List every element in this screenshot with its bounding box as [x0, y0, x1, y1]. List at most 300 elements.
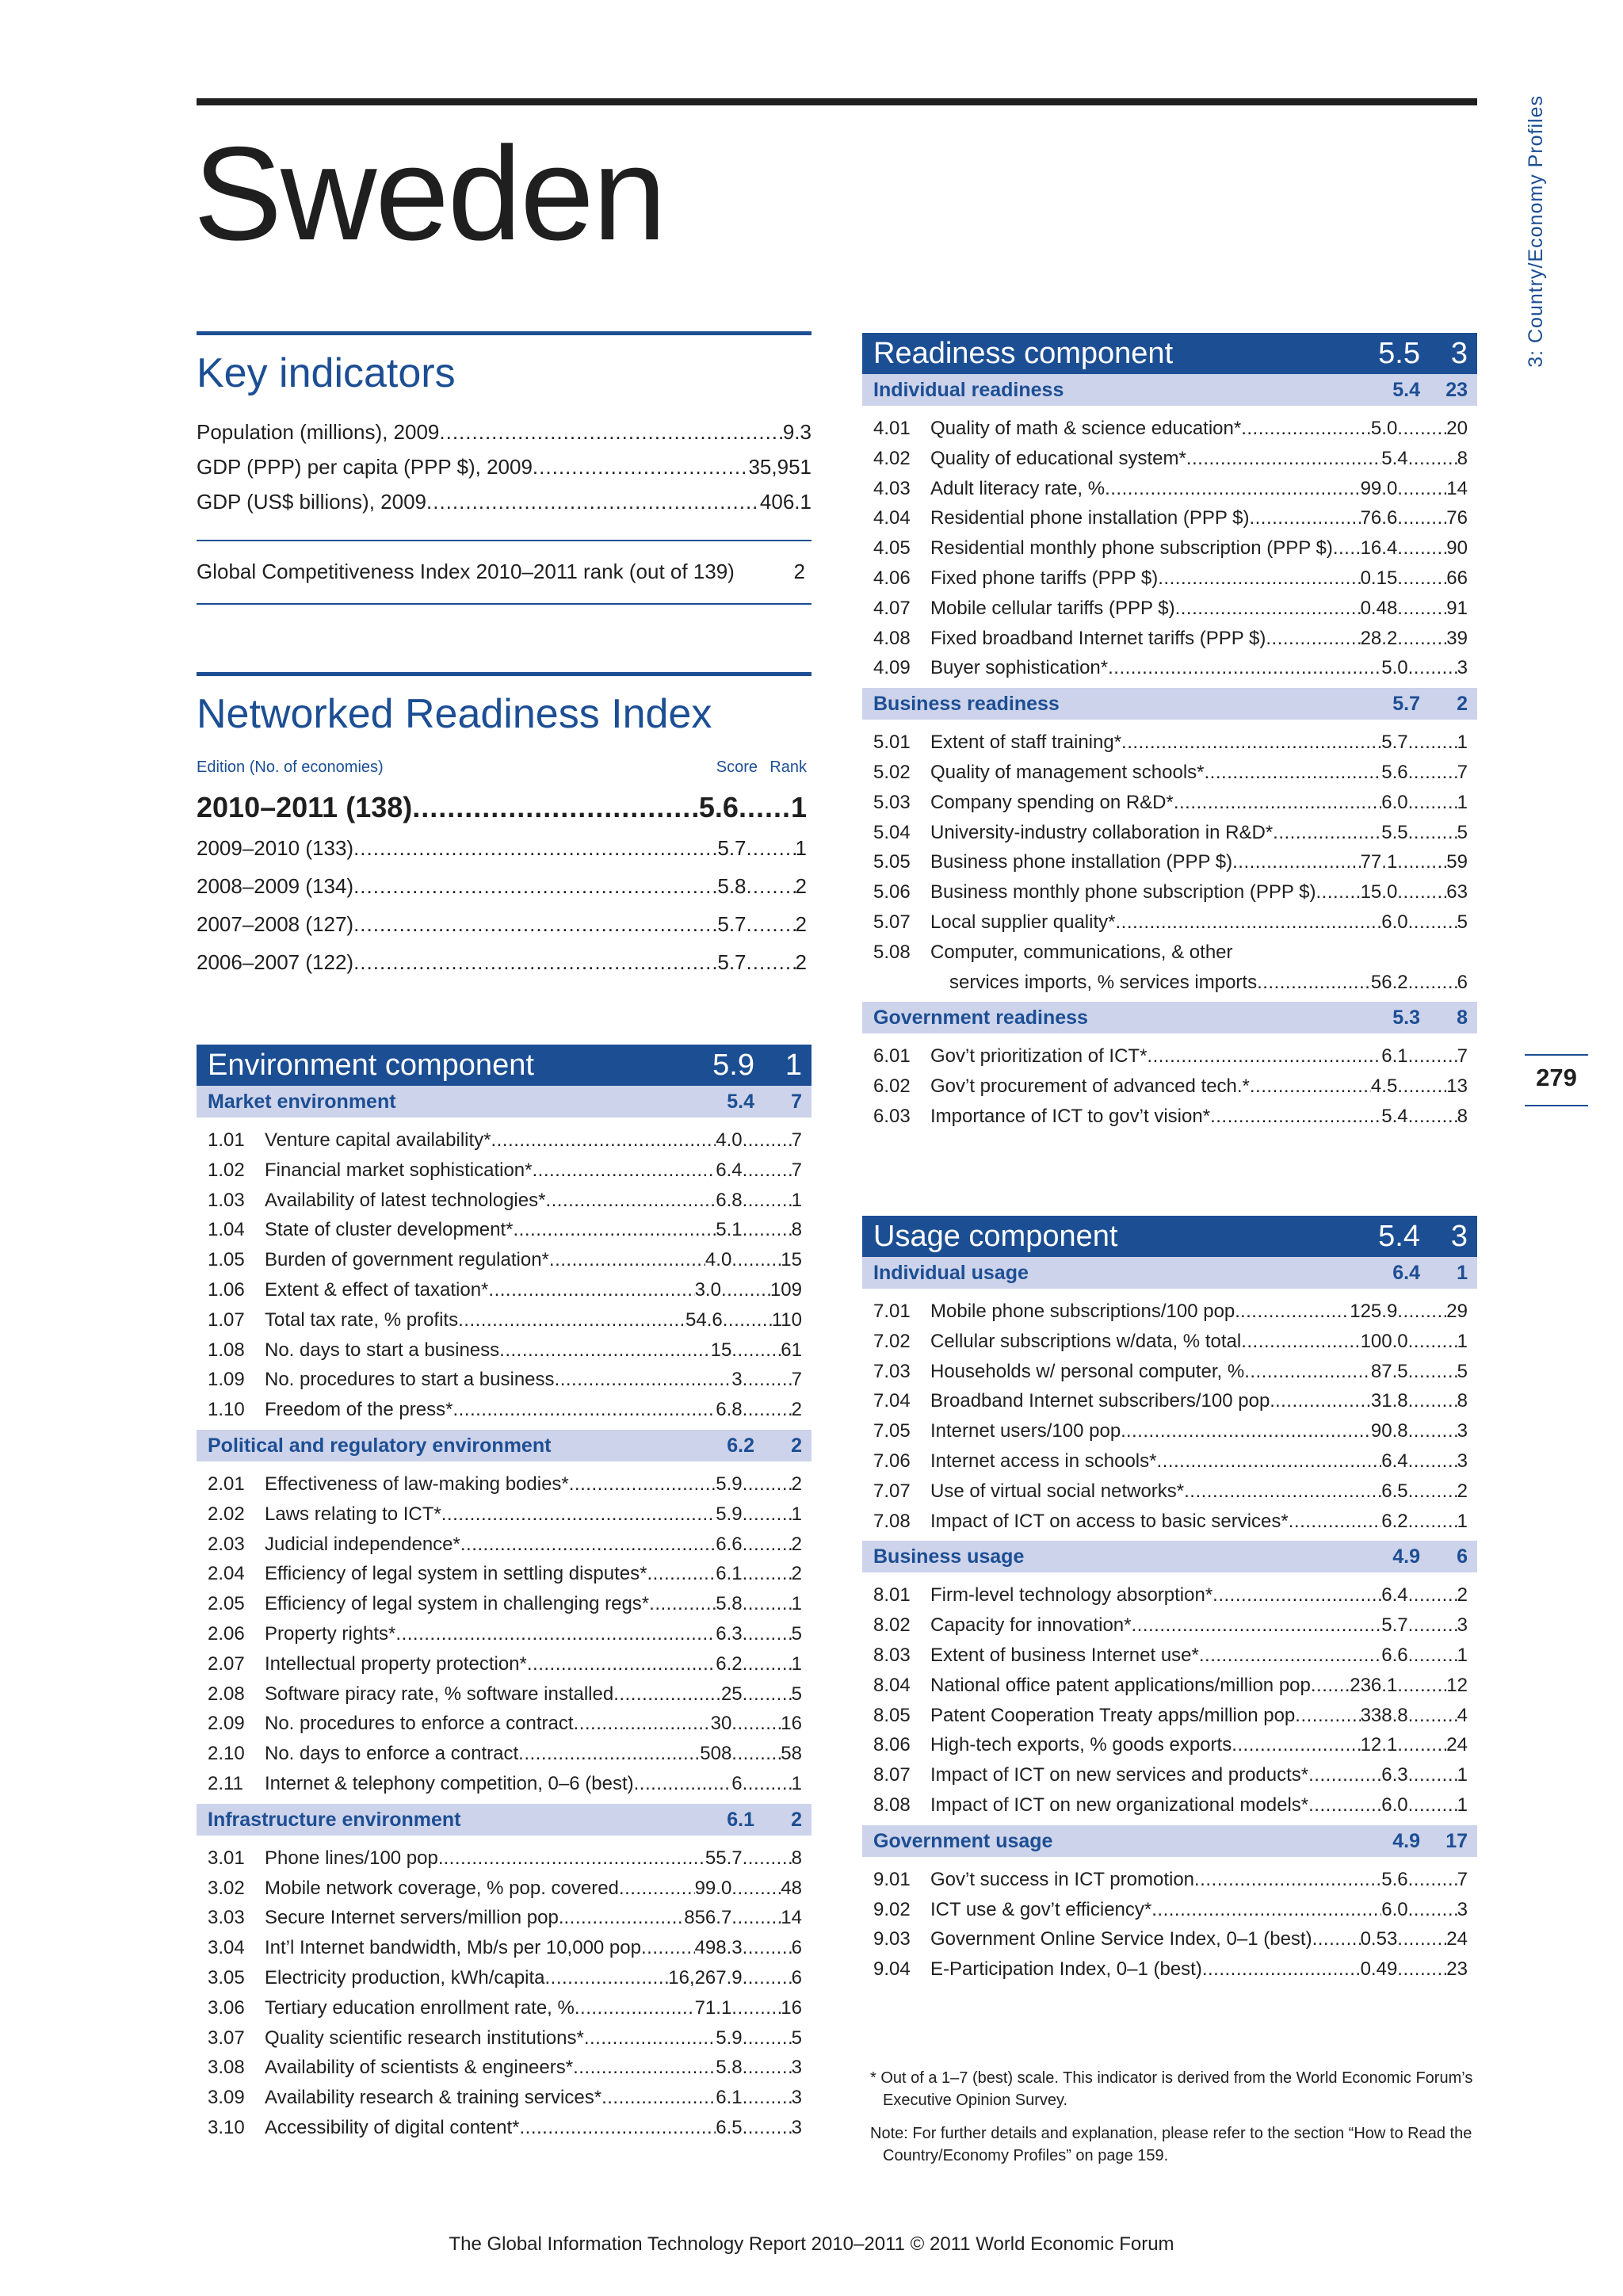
indicator-name: Broadband Internet subscribers/100 pop.	[930, 1390, 1275, 1412]
component-rank: 3	[1450, 337, 1468, 370]
indicator-value: 6.6	[716, 1533, 743, 1555]
indicator-rank: 5	[791, 1683, 802, 1705]
nri-edition: 2008–2009 (134)	[197, 874, 354, 898]
indicator-row	[862, 1357, 1477, 1387]
indicator-code: 2.03	[208, 1533, 245, 1555]
leader-dots	[533, 1156, 716, 1186]
leader-dots	[743, 2023, 792, 2053]
indicator-code: 5.03	[873, 791, 911, 813]
leader-dots	[1115, 907, 1381, 938]
indicator-rank: 1	[1457, 791, 1468, 813]
indicator-rank: 3	[1457, 1614, 1468, 1637]
indicator-name: Efficiency of legal system in settling disputes*	[265, 1563, 647, 1585]
leader-dots	[634, 1769, 732, 1799]
component-label: Readiness component	[873, 337, 1174, 370]
footnotes	[862, 2067, 1477, 2167]
indicator-code: 4.03	[873, 477, 911, 499]
leader-dots	[1156, 1446, 1381, 1477]
indicator-code: 3.03	[208, 1907, 245, 1929]
leader-dots	[395, 1619, 716, 1649]
subindex-header	[862, 1541, 1477, 1572]
indicator-rank: 8	[791, 1847, 802, 1869]
asterisk-note: * Out of a 1–7 (best) scale. This indicator is derived from the World Economic Forum’s Executive Opinion Survey.	[870, 2069, 1473, 2109]
leader-dots	[743, 1156, 792, 1186]
indicator-name: Internet & telephony competition, 0–6 (best)	[265, 1772, 634, 1794]
indicator-name: No. days to start a business	[265, 1339, 500, 1361]
indicator-rank: 1	[791, 1772, 802, 1794]
indicator-value: 0.53	[1360, 1928, 1398, 1950]
indicator-value: 6.4	[1381, 1450, 1408, 1472]
indicator-value: 90.8	[1370, 1420, 1408, 1442]
indicator-row	[197, 2053, 812, 2083]
subindex-header	[862, 374, 1477, 406]
indicator-code: 3.06	[208, 1996, 245, 2019]
indicator-row	[862, 818, 1477, 848]
subindex-rank: 6	[1457, 1545, 1468, 1568]
indicator-code: 2.11	[208, 1772, 243, 1794]
subindex-score: 5.3	[1392, 1007, 1420, 1030]
indicator-row	[862, 653, 1477, 683]
leader-dots	[731, 1245, 781, 1275]
indicator-code: 9.01	[873, 1868, 911, 1890]
indicator-rank: 7	[1457, 1868, 1468, 1890]
indicator-code: 8.07	[873, 1764, 911, 1786]
subindex-header	[197, 1086, 812, 1117]
indicator-name: No. procedures to enforce a contract	[265, 1713, 574, 1735]
leader-dots	[1240, 1297, 1350, 1327]
indicator-value: 508	[700, 1743, 732, 1765]
indicator-rank: 2	[1457, 1480, 1468, 1502]
indicator-row	[862, 938, 1477, 968]
subindex-rank: 2	[791, 1434, 802, 1457]
col-score: Score	[716, 758, 758, 776]
leader-dots	[1408, 1790, 1457, 1820]
leader-dots	[731, 1993, 781, 2023]
subindex-score: 5.4	[727, 1091, 754, 1113]
indicator-name: Patent Cooperation Treaty apps/million pop	[930, 1704, 1296, 1726]
indicator-rank: 8	[1457, 447, 1468, 469]
indicator-name: Tertiary education enrollment rate, %	[265, 1996, 575, 2019]
indicator-name: No. procedures to start a business	[265, 1369, 555, 1391]
indicator-name: Extent & effect of taxation*	[265, 1278, 489, 1301]
leader-dots	[743, 1365, 792, 1395]
indicator-value: 77.1	[1360, 851, 1398, 873]
leader-dots	[458, 1305, 685, 1335]
subindex-score: 5.4	[1392, 379, 1420, 401]
leader-dots	[1408, 1641, 1457, 1671]
gci-row	[197, 557, 812, 586]
indicator-code: 7.05	[873, 1420, 911, 1442]
leader-dots	[1408, 1865, 1457, 1895]
indicator-name: Gov’t prioritization of ICT*	[930, 1045, 1148, 1068]
leader-dots	[731, 1709, 781, 1739]
leader-dots	[743, 1619, 792, 1649]
indicator-value: 6.0	[1381, 1898, 1408, 1920]
indicator-rank: 7	[791, 1369, 802, 1391]
indicator-row	[197, 1156, 812, 1186]
leader-dots	[1408, 1580, 1457, 1610]
indicator-rank: 6	[791, 1966, 802, 1988]
indicator-row	[197, 1739, 812, 1769]
indicator-rank: 8	[791, 1219, 802, 1241]
indicator-row	[197, 1275, 812, 1305]
leader-dots	[1408, 968, 1457, 998]
indicator-value: 54.6	[685, 1308, 723, 1331]
indicator-value: 99.0	[694, 1877, 732, 1899]
leader-dots	[1186, 444, 1381, 474]
indicator-code: 7.04	[873, 1390, 911, 1412]
subindex-label: Individual usage	[873, 1262, 1029, 1284]
indicator-code: 6.01	[873, 1045, 911, 1068]
indicator-name: Freedom of the press*	[265, 1399, 453, 1421]
indicator-code: 7.03	[873, 1360, 911, 1382]
leader-dots	[1397, 594, 1446, 624]
leader-dots	[743, 1679, 792, 1710]
leader-dots	[1408, 1327, 1457, 1357]
leader-dots	[1408, 758, 1457, 788]
indicator-row	[197, 1395, 812, 1425]
indicator-name: Gov’t success in ICT promotion	[930, 1868, 1195, 1890]
indicator-value: 3	[731, 1369, 743, 1391]
indicator-name: Effectiveness of law-making bodies*	[265, 1473, 569, 1495]
indicator-rank: 5	[1457, 911, 1468, 933]
indicator-value: 236.1	[1350, 1674, 1398, 1696]
indicator-value: 71.1	[694, 1996, 732, 2019]
nri-edition: 2010–2011 (138)	[197, 791, 413, 823]
indicator-rank: 3	[791, 2087, 802, 2109]
leader-dots	[1408, 1416, 1457, 1446]
indicator-value: 100.0	[1360, 1330, 1408, 1352]
leader-dots	[1408, 1386, 1457, 1416]
leader-dots	[1205, 758, 1382, 788]
leader-dots	[1194, 1865, 1381, 1895]
component-label: Environment component	[208, 1049, 534, 1082]
indicator-row	[862, 1895, 1477, 1925]
section-rule	[197, 331, 812, 335]
indicator-row	[862, 1416, 1477, 1446]
leader-dots	[1408, 1760, 1457, 1790]
indicator-value: 6	[731, 1772, 743, 1794]
indicator-value: 6.1	[716, 1563, 743, 1585]
indicator-list	[862, 1033, 1477, 1136]
indicator-rank: 1	[1457, 1794, 1468, 1816]
indicator-name: Business phone installation (PPP $)	[930, 851, 1233, 873]
indicator-value: 6.6	[1381, 1644, 1408, 1666]
leader-dots	[1151, 1895, 1381, 1925]
subindex-label: Business usage	[873, 1545, 1025, 1568]
indicator-row	[197, 1245, 812, 1275]
indicator-value: 338.8	[1360, 1704, 1408, 1726]
leader-dots	[743, 1559, 792, 1589]
leader-dots	[1232, 1730, 1360, 1760]
indicator-rank: 6	[791, 1937, 802, 1959]
indicator-value: 4.0	[705, 1249, 732, 1271]
indicator-value: 5.7	[1381, 1614, 1408, 1637]
indicator-row	[197, 1769, 812, 1799]
leader-dots	[743, 1589, 792, 1619]
leader-dots	[1408, 653, 1457, 683]
indicator-name: Residential monthly phone subscription (PPP $)	[930, 537, 1333, 560]
indicator-rank: 8	[1457, 1390, 1468, 1412]
indicator-code: 4.02	[873, 447, 911, 469]
leader-dots	[584, 2023, 716, 2053]
indicator-list	[862, 720, 1477, 1002]
indicator-code: 9.02	[873, 1898, 911, 1920]
leader-dots	[1257, 968, 1371, 998]
leader-dots	[1408, 1895, 1457, 1925]
indicator-row	[197, 1559, 812, 1589]
leader-dots	[1212, 1580, 1381, 1610]
indicator-row	[862, 847, 1477, 877]
subindex-score: 5.7	[1392, 693, 1420, 716]
indicator-code: 7.08	[873, 1510, 911, 1532]
leader-dots	[1131, 1610, 1381, 1641]
indicator-name: High-tech exports, % goods exports	[930, 1734, 1232, 1756]
leader-dots	[1249, 503, 1360, 533]
indicator-code: 3.01	[208, 1847, 245, 1869]
side-tab-label: 3: Country/Economy Profiles	[1525, 95, 1547, 368]
indicator-name: State of cluster development*	[265, 1219, 514, 1241]
indicator-rank: 3	[791, 2057, 802, 2079]
leader-dots	[545, 1186, 716, 1216]
indicator-name-continued: services imports, % services imports	[949, 971, 1258, 993]
leader-dots	[743, 2083, 792, 2113]
indicator-name: Availability research & training services*	[265, 2087, 602, 2109]
leader-dots	[353, 829, 717, 867]
indicator-row	[197, 1125, 812, 1156]
indicator-code: 1.09	[208, 1369, 245, 1391]
indicator-row	[862, 1790, 1477, 1820]
leader-dots	[555, 1365, 732, 1395]
indicator-rank: 14	[781, 1907, 802, 1929]
indicator-row	[862, 414, 1477, 444]
indicator-value: 76.6	[1360, 507, 1398, 529]
leader-dots	[1295, 1701, 1360, 1731]
leader-dots	[575, 1993, 695, 2023]
indicator-code: 5.02	[873, 761, 911, 783]
indicator-row	[862, 1102, 1477, 1132]
leader-dots	[743, 1215, 792, 1245]
key-indicator-row	[197, 415, 812, 449]
leader-dots	[1408, 1102, 1457, 1132]
col-edition: Edition (No. of economies)	[197, 758, 384, 776]
indicator-value: 28.2	[1360, 627, 1398, 649]
leader-dots	[1397, 563, 1446, 594]
indicator-name: Quality of math & science education*	[930, 418, 1242, 439]
indicator-code: 4.07	[873, 597, 911, 619]
indicator-rank: 1	[1457, 1644, 1468, 1666]
indicator-value: 99.0	[1360, 477, 1398, 499]
indicator-value: 6.1	[716, 2087, 743, 2109]
indicator-row	[862, 1760, 1477, 1790]
leader-dots	[731, 1739, 781, 1769]
leader-dots	[574, 1709, 711, 1739]
component-score: 5.5	[1378, 337, 1420, 370]
subindex-score: 6.1	[727, 1808, 754, 1831]
indicator-name: Computer, communications, & other	[930, 941, 1233, 963]
indicator-row-continued	[862, 968, 1477, 998]
indicator-row	[197, 1186, 812, 1216]
indicator-name: Extent of staff training*	[930, 732, 1122, 754]
leader-dots	[1408, 1446, 1457, 1477]
indicator-label: GDP (PPP) per capita (PPP $), 2009	[197, 455, 533, 479]
indicator-code: 8.01	[873, 1584, 911, 1606]
indicator-value: 12.1	[1360, 1734, 1398, 1756]
leader-dots	[527, 1649, 716, 1679]
page-footer: The Global Information Technology Report 2010–2011 © 2011 World Economic Forum	[449, 2233, 1174, 2255]
leader-dots	[533, 449, 749, 484]
indicator-value: 16,267.9	[668, 1966, 743, 1988]
indicator-row	[197, 1649, 812, 1679]
leader-dots	[743, 1469, 792, 1499]
indicator-name: Impact of ICT on new services and products*	[930, 1764, 1309, 1786]
leader-dots	[460, 1530, 716, 1560]
indicator-code: 7.02	[873, 1330, 911, 1352]
leader-dots	[1408, 907, 1457, 938]
nri-edition: 2007–2008 (127)	[197, 912, 354, 936]
leader-dots	[1397, 1671, 1446, 1701]
leader-dots	[1408, 444, 1457, 474]
indicator-rank: 24	[1446, 1928, 1468, 1950]
indicator-name: Mobile network coverage, % pop. covered	[265, 1877, 619, 1899]
indicator-list	[197, 1461, 812, 1804]
indicator-rank: 8	[1457, 1105, 1468, 1127]
key-indicators-heading: Key indicators	[197, 350, 456, 396]
indicator-rank: 13	[1446, 1075, 1468, 1098]
leader-dots	[353, 905, 717, 943]
leader-dots	[499, 1335, 710, 1366]
indicator-name: Internet users/100 pop.	[930, 1420, 1126, 1442]
leader-dots	[520, 2113, 716, 2143]
indicator-rank: 3	[1457, 657, 1468, 679]
nri-column-headers	[197, 758, 812, 777]
subindex-score: 4.9	[1392, 1829, 1420, 1852]
indicator-value: 0.15	[1360, 567, 1398, 589]
indicator-row	[197, 1215, 812, 1245]
leader-dots	[1175, 594, 1361, 624]
indicator-list	[197, 1117, 812, 1430]
leader-dots	[743, 1933, 792, 1963]
indicator-code: 1.10	[208, 1399, 245, 1421]
indicator-code: 2.02	[208, 1503, 245, 1525]
leader-dots	[1121, 728, 1381, 758]
indicator-row	[862, 474, 1477, 504]
indicator-row	[197, 1499, 812, 1530]
indicator-name: Int’l Internet bandwidth, Mb/s per 10,000 pop	[265, 1937, 641, 1959]
gci-value: 2	[793, 560, 805, 583]
indicator-rank: 2	[1457, 1584, 1468, 1606]
indicator-value: 6.5	[716, 2116, 743, 2138]
readiness-component	[862, 333, 1477, 1137]
indicator-code: 4.08	[873, 627, 911, 649]
indicator-value: 35,951	[748, 455, 812, 479]
indicator-row	[197, 2113, 812, 2143]
indicator-row	[862, 1954, 1477, 1985]
leader-dots	[1397, 1924, 1446, 1954]
indicator-code: 1.03	[208, 1189, 245, 1211]
leader-dots	[518, 1739, 700, 1769]
indicator-code: 3.04	[208, 1937, 245, 1959]
indicator-code: 1.05	[208, 1249, 245, 1271]
leader-dots	[488, 1275, 694, 1305]
leader-dots	[743, 2053, 792, 2083]
page-number: 279	[1536, 1064, 1577, 1091]
indicator-rank: 23	[1446, 1958, 1468, 1981]
indicator-name: Software piracy rate, % software installed	[265, 1683, 614, 1705]
indicator-value: 5.4	[1381, 1105, 1408, 1127]
indicator-value: 5.6	[1381, 761, 1408, 783]
indicator-rank: 2	[791, 1563, 802, 1585]
indicator-value: 6.2	[716, 1652, 743, 1675]
indicator-list	[862, 1572, 1477, 1824]
leader-dots	[412, 788, 699, 827]
indicator-row	[862, 1072, 1477, 1102]
indicator-name: Quality of educational system*	[930, 447, 1186, 469]
page-title: Sweden	[193, 119, 666, 268]
indicator-row	[862, 877, 1477, 907]
leader-dots	[1397, 1730, 1446, 1760]
indicator-code: 1.02	[208, 1159, 245, 1181]
indicator-row	[862, 788, 1477, 818]
indicator-rank: 2	[791, 1533, 802, 1555]
leader-dots	[1408, 788, 1457, 818]
component-rank: 1	[785, 1049, 802, 1082]
indicator-list	[862, 1857, 1477, 1989]
indicator-rank: 91	[1446, 597, 1468, 619]
indicator-rank: 3	[791, 2116, 802, 2138]
leader-dots	[1408, 818, 1457, 848]
indicator-row	[862, 594, 1477, 624]
indicator-code: 1.07	[208, 1308, 245, 1331]
leader-dots	[1241, 414, 1371, 444]
indicator-rank: 5	[791, 2027, 802, 2049]
component-rank: 3	[1450, 1220, 1468, 1253]
indicator-name: Government Online Service Index, 0–1 (best)	[930, 1928, 1312, 1950]
leader-dots	[1408, 1507, 1457, 1537]
leader-dots	[1147, 1041, 1381, 1072]
leader-dots	[1275, 1386, 1371, 1416]
leader-dots	[453, 1395, 716, 1425]
nri-rank: 2	[795, 950, 807, 974]
nri-rank: 2	[795, 874, 807, 898]
indicator-row	[197, 2083, 812, 2113]
indicator-value: 5.5	[1381, 821, 1408, 843]
indicator-rank: 1	[1457, 1510, 1468, 1532]
indicator-name: Quality of management schools*	[930, 761, 1205, 783]
indicator-name: Availability of scientists & engineers*	[265, 2057, 574, 2079]
usage-component	[862, 1216, 1477, 1989]
leader-dots	[1266, 624, 1360, 654]
indicator-code-spacer	[873, 968, 930, 998]
nri-edition: 2006–2007 (122)	[197, 950, 354, 974]
component-score: 5.9	[712, 1049, 754, 1082]
key-indicators-section	[197, 331, 812, 605]
indicator-code: 2.09	[208, 1713, 245, 1735]
indicator-rank: 1	[791, 1503, 802, 1525]
leader-dots	[743, 1843, 792, 1874]
indicator-value: 6.0	[1381, 911, 1408, 933]
indicator-row	[862, 1477, 1477, 1507]
nri-row: 2009–2010 (133) ..... 5.7 ........ 1	[197, 829, 812, 867]
indicator-code: 1.01	[208, 1129, 245, 1151]
indicator-value: 6.4	[1381, 1584, 1408, 1606]
indicator-code: 6.03	[873, 1105, 911, 1127]
nri-row: 2007–2008 (127) ..... 5.7 ........ 2	[197, 905, 812, 943]
indicator-code: 1.06	[208, 1278, 245, 1301]
subindex-rank: 2	[791, 1808, 802, 1831]
indicator-code: 9.03	[873, 1928, 911, 1950]
indicator-rank: 5	[1457, 1360, 1468, 1382]
